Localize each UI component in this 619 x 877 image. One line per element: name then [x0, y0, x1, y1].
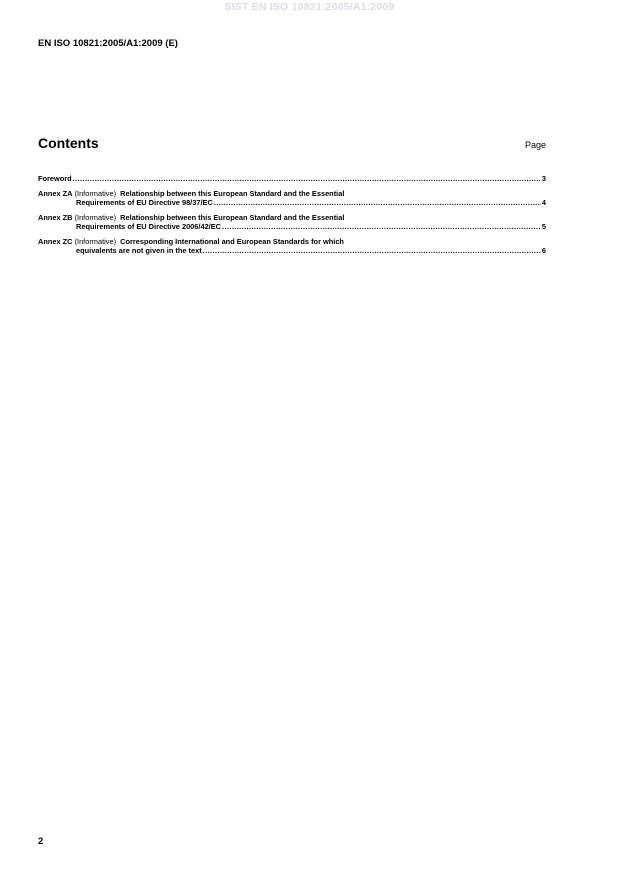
toc-entry-title-continued: equivalents are not given in the text — [76, 246, 202, 255]
annex-qualifier: (Informative) — [74, 188, 117, 198]
annex-qualifier: (Informative) — [74, 236, 117, 246]
dot-leader — [203, 246, 541, 256]
contents-title: Contents — [38, 135, 99, 151]
toc-entry-page: 5 — [541, 222, 546, 231]
toc-entry-page: 3 — [541, 174, 546, 183]
annex-label: Annex ZA — [38, 188, 73, 198]
toc-entry-title: Foreword — [38, 174, 72, 183]
toc-entry-annex-zc[interactable] — [38, 237, 546, 256]
toc-entry-annex-zb[interactable] — [38, 213, 546, 232]
toc-entry-title: Relationship between this European Standard and the Essential — [120, 212, 345, 222]
page-number: 2 — [38, 836, 44, 847]
toc-entry-foreword[interactable] — [38, 174, 546, 184]
page-column-label: Page — [524, 140, 546, 150]
toc-entry-title-continued: Requirements of EU Directive 2006/42/EC — [76, 222, 221, 231]
table-of-contents — [38, 174, 546, 261]
dot-leader — [222, 222, 541, 232]
dot-leader — [214, 198, 541, 208]
annex-label: Annex ZC — [38, 236, 73, 246]
toc-entry-annex-za[interactable] — [38, 189, 546, 208]
toc-entry-title: Corresponding International and European Standards for which — [120, 236, 344, 246]
document-identifier: EN ISO 10821:2005/A1:2009 (E) — [38, 38, 178, 49]
toc-entry-title: Relationship between this European Standard and the Essential — [120, 188, 345, 198]
annex-label: Annex ZB — [38, 212, 73, 222]
contents-header — [38, 135, 546, 151]
watermark: SIST EN ISO 10821:2005/A1:2009 — [224, 1, 395, 13]
toc-entry-title-continued: Requirements of EU Directive 98/37/EC — [76, 198, 213, 207]
toc-entry-page: 4 — [541, 198, 546, 207]
dot-leader — [73, 174, 541, 184]
toc-entry-page: 6 — [541, 246, 546, 255]
annex-qualifier: (Informative) — [74, 212, 117, 222]
